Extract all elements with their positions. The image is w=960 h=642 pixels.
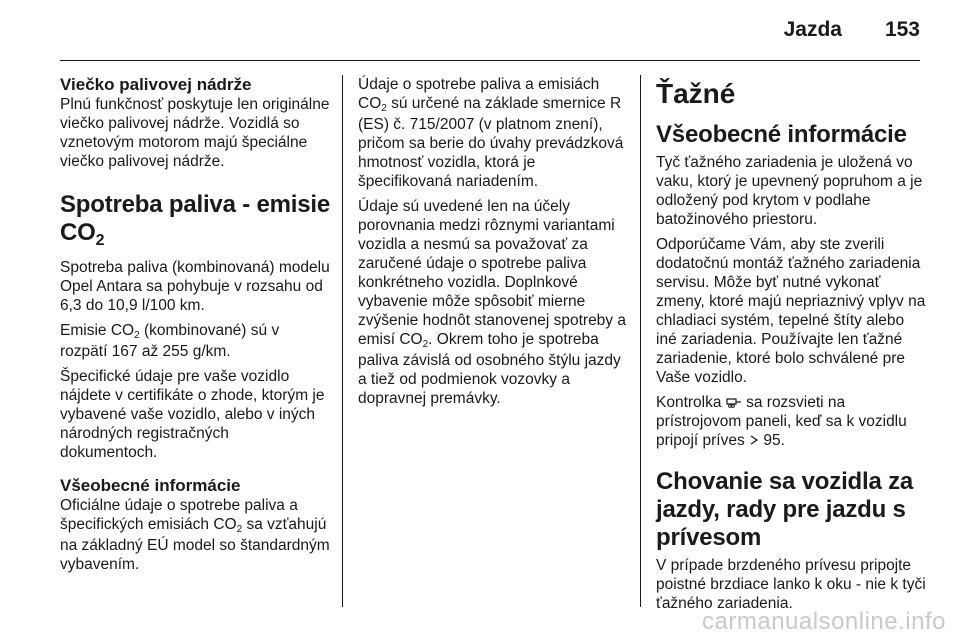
column-divider-1 — [342, 75, 343, 607]
heading-fuel-cap: Viečko palivovej nádrže — [60, 75, 252, 94]
heading-general-info-1: Všeobecné informácie — [60, 476, 241, 495]
watermark: carmanualsonline.info — [702, 608, 946, 635]
heading-towing: Ťažné — [656, 78, 736, 109]
heading-driving-behaviour: Chovanie sa vozidla za jazdy, rady pre jazdu s prívesom — [656, 468, 914, 551]
heading-fuel-consumption: Spotreba paliva - emisie $CO_2$ — [60, 191, 330, 249]
para-indicator: Kontrolka sa rozsvieti na prístrojovom paneli, keď sa k vozidlu pripojí príves 95. — [656, 394, 907, 449]
trailer-indicator-icon — [726, 396, 742, 408]
heading-general-info-2: Všeobecné informácie — [656, 121, 907, 148]
para-safety-cable: V prípade brzdeného prívesu pripojte poistné brzdiace lanko k oku - nie k tyči ťažného zariadenia. — [656, 557, 926, 612]
page-reference-link[interactable]: 95 — [763, 432, 781, 449]
column-1 — [60, 75, 330, 580]
para-tow-bar-storage: Tyč ťažného zariadenia je uložená vo vaku, ktorý je upevnený popruhom a je odložený pod krytom v podlahe batožinového priestoru. — [656, 154, 923, 228]
para-consumption-range: Spotreba paliva (kombinovaná) modelu Opel Antara sa pohybuje v rozsahu od 6,3 do 10,9 l/100 km. — [60, 259, 330, 314]
para-fuel-cap: Plnú funkčnosť poskytuje len originálne viečko palivovej nádrže. Vozidlá so vznetovým motorom majú špeciálne viečko palivovej nádrže. — [60, 96, 330, 170]
para-comparison: Údaje sú uvedené len na účely porovnania medzi rôznymi variantami vozidla a nesmú sa považovať za zaručené údaje o spotrebe paliva konkrétneho vozidla. Doplnkové vybavenie môže spôsobiť mierne zvýšenie hodnôt stanovenej spotreby a emisí CO2. Okrem toho je spotreba paliva závislá od osobného štýlu jazdy a tiež od podmienok vozovky a dopravnej premávky. — [358, 198, 626, 407]
page-header — [0, 0, 960, 62]
para-directive: Údaje o spotrebe paliva a emisiách CO2 sú určené na základe smernice R (ES) č. 715/2007 (v platnom znení), pričom sa berie do úvahy prevádzková hmotnosť vozidla, ktorá je špecifikovaná nariadením. — [358, 76, 624, 190]
page-reference-arrow-icon — [749, 435, 759, 445]
column-3 — [656, 75, 926, 619]
section-title: Jazda — [783, 18, 842, 41]
page-number: 153 — [884, 18, 920, 41]
para-official-data: Oficiálne údaje o spotrebe paliva a špecifických emisiách CO2 sa vzťahujú na základný EÚ model so štandardným vybavením. — [60, 497, 330, 573]
column-2 — [358, 75, 626, 414]
column-divider-2 — [640, 75, 641, 607]
para-specific-data: Špecifické údaje pre vaše vozidlo nájdete v certifikáte o zhode, ktorým je vybavené vaše vozidlo, alebo v iných národných registračných dokumentoch. — [60, 368, 325, 461]
para-co2-emissions: Emisie CO2 (kombinované) sú v rozpätí 167 až 255 g/km. — [60, 322, 280, 360]
para-installation: Odporúčame Vám, aby ste zverili dodatočnú montáž ťažného zariadenia servisu. Môže byť nutné vykonať zmeny, ktoré majú nepriaznivý vplyv na chladiaci systém, tepelné štíty alebo iné zariadenia. Používajte len ťažné zariadenie, ktoré bolo schválené pre Vaše vozidlo. — [656, 236, 926, 386]
header-divider — [60, 60, 920, 61]
